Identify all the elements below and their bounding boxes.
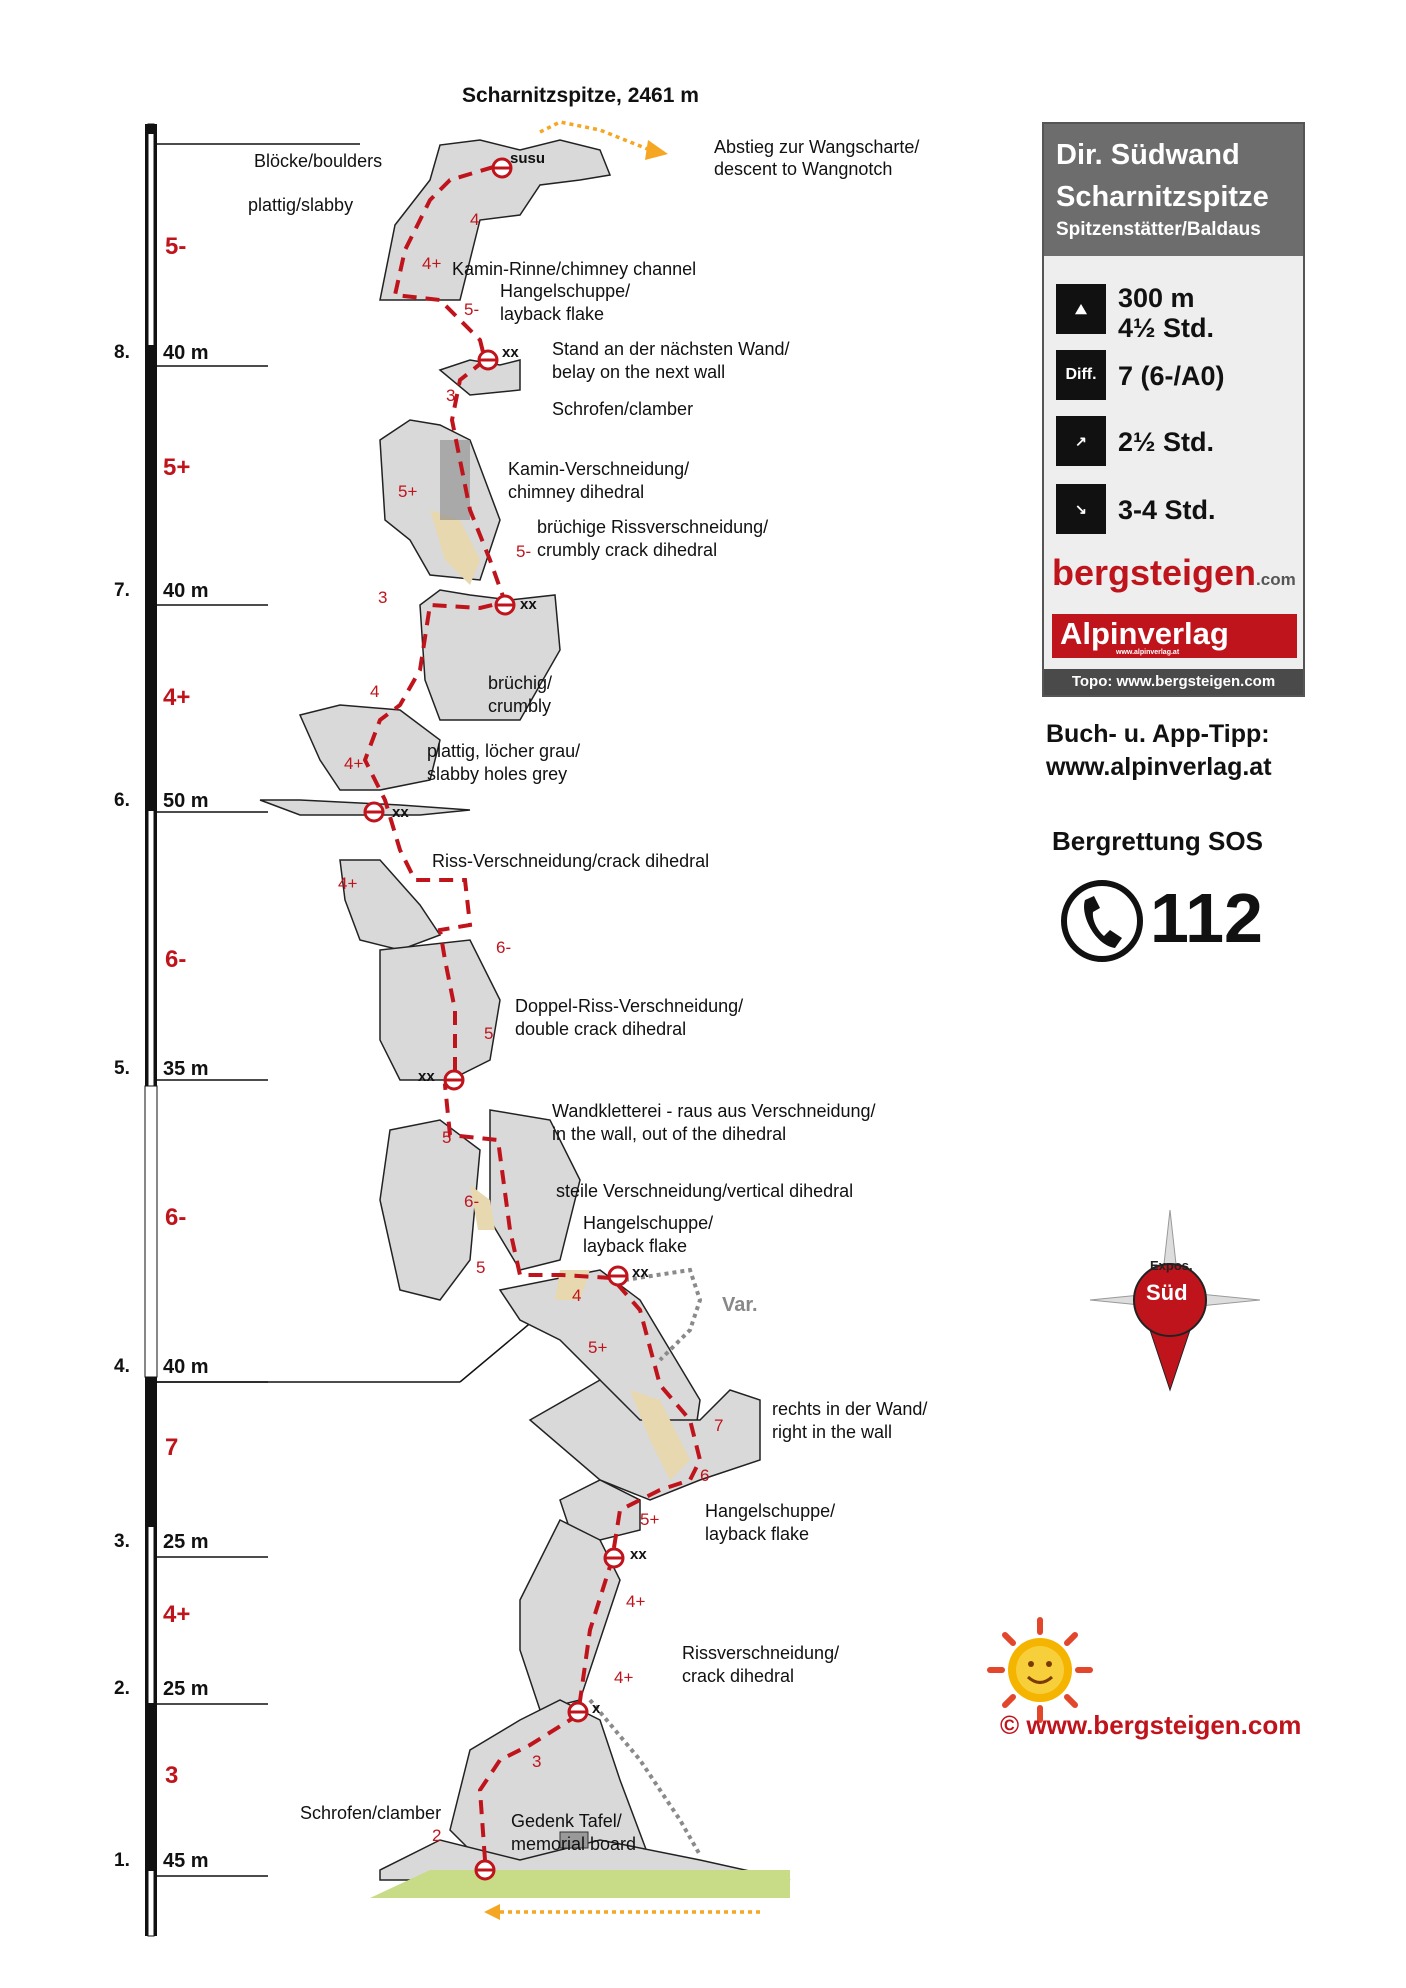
exposition-direction: Süd [1146,1280,1188,1305]
grade-g4-p4: 4 [572,1286,582,1305]
book-tip-url[interactable]: www.alpinverlag.at [1046,753,1272,781]
alpinverlag-logo [1052,614,1297,658]
pitch-7-number: 7. [114,580,130,601]
note-kaminrinne: Kamin-Rinne/chimney channel [452,259,697,279]
note-rechts-en: right in the wall [772,1422,893,1442]
pitch-7-grade: 5+ [163,454,191,481]
grade-g5p-p7: 5+ [398,482,418,501]
note-wandkletterei-de: Wandkletterei - raus aus Verschneidung/ [552,1101,876,1121]
alpinverlag-url: www.alpinverlag.at [1116,649,1180,656]
stat-height [1056,283,1296,343]
peak-name: Scharnitzspitze [1056,181,1269,213]
route-height: 300 m [1118,283,1195,313]
grade-g3-p8: 3 [446,386,456,405]
pitch-8-length: 40 m [163,342,209,364]
pitch-6-length: 50 m [163,790,209,812]
descent-arrow-head-bottom [484,1904,500,1920]
grade-g6m-p4: 6- [464,1192,480,1211]
bergsteigen-logo-suffix: .com [1256,570,1296,589]
phone-icon [1064,883,1140,959]
belay-xx-5: xx [418,1068,435,1085]
note-gedenk-en: memorial board [511,1834,637,1854]
grade-g4p-p6: 4+ [344,754,364,773]
grade-g3-p1: 3 [532,1752,542,1771]
pitch-1-number: 1. [114,1850,130,1871]
note-steile: steile Verschneidung/vertical dihedral [556,1181,854,1201]
note-bruechig-en: crumbly [488,696,552,716]
grade-g7-p3: 7 [714,1416,724,1435]
bergsteigen-logo [1052,552,1296,594]
grade-g6-p3: 6 [700,1466,710,1485]
sos-number: 112 [1150,879,1263,957]
descent-arrow-head-top [645,140,668,160]
summit-title: Scharnitzspitze, 2461 m [462,84,699,107]
grade-g4-p6: 4 [370,682,380,701]
note-wandkletterei-en: in the wall, out of the dihedral [552,1124,787,1144]
exposition-label: Expos. [1150,1258,1193,1273]
belay-xx-8: xx [502,344,519,361]
note-kaminversch-en: chimney dihedral [508,482,645,502]
grade-g6m-p5: 6- [496,938,512,957]
first-ascent: Spitzenstätter/Baldaus [1056,219,1261,240]
difficulty-icon: Diff. [1056,350,1106,400]
pitch-3-grade: 7 [165,1434,179,1461]
note-hangel3-en: layback flake [705,1524,810,1544]
grade-g5-p5: 5 [484,1024,494,1043]
grade-g5-p4b: 5 [476,1258,486,1277]
grade-g4p-p5: 4+ [338,874,358,893]
grade-g4p-p2: 4+ [626,1592,646,1611]
note-bruechigriss-en: crumbly crack dihedral [537,540,718,560]
note-bruechigriss-de: brüchige Rissverschneidung/ [537,517,769,537]
grass-base [370,1870,790,1898]
hiker-down-icon: ↘ [1056,484,1106,534]
pitch-6-grade: 4+ [163,684,191,711]
alpinverlag-logo-text: Alpinverlag [1060,616,1229,651]
note-rissversch2-de: Rissverschneidung/ [682,1643,840,1663]
stat-difficulty [1056,350,1296,400]
topo-source: Topo: www.bergsteigen.com [1044,669,1303,695]
note-plattloecher-de: plattig, löcher grau/ [427,741,581,761]
pitch-1-grade: 3 [165,1762,179,1789]
sun-logo-icon [990,1620,1090,1720]
grade-g3-p6: 3 [378,588,388,607]
pitch-6-number: 6. [114,790,130,811]
pitch-4-number: 4. [114,1356,130,1377]
note-rissversch: Riss-Verschneidung/crack dihedral [432,851,710,871]
note-rissversch2-en: crack dihedral [682,1666,795,1686]
note-gedenk-de: Gedenk Tafel/ [511,1811,622,1831]
belay-xx-3: xx [630,1546,647,1563]
note-plattloecher-en: slabby holes grey [427,764,568,784]
pitch-8-number: 8. [114,342,130,363]
belay-x-2: x [592,1700,601,1717]
grade-g5m-p7: 5- [516,542,532,561]
sos-title: Bergrettung SOS [1052,826,1263,856]
note-doppelriss-de: Doppel-Riss-Verschneidung/ [515,996,744,1016]
belay-xx-4: xx [632,1264,649,1281]
pitch-4-length: 40 m [163,1356,209,1378]
route-name: Dir. Südwand [1056,139,1240,171]
note-schrofen2: Schrofen/clamber [300,1803,442,1823]
grade-g4p-p2b: 4+ [614,1668,634,1687]
pitch-3-number: 3. [114,1531,130,1552]
chimney-shading [440,440,470,520]
pitch-4-grade: 6- [165,1204,187,1231]
note-stand-de: Stand an der nächsten Wand/ [552,339,790,359]
route-time: 4½ Std. [1118,313,1215,343]
pitch-1-length: 45 m [163,1850,209,1872]
belay-susu: susu [510,150,546,167]
pitch-5-number: 5. [114,1058,130,1079]
grade-g5p-p3b: 5+ [640,1510,660,1529]
belay-xx-6: xx [392,804,409,821]
pitch-3-length: 25 m [163,1531,209,1553]
climber-icon: ⛰ [1056,284,1106,334]
approach-time: 2½ Std. [1118,427,1215,457]
book-tip-title: Buch- u. App-Tipp: [1046,720,1270,748]
pitch-2-number: 2. [114,1678,130,1699]
note-stand-en: belay on the next wall [552,362,726,382]
note-hangel2-en: layback flake [583,1236,688,1256]
stat-descent [1056,484,1296,534]
pitch-5-grade: 6- [165,946,187,973]
descent-time: 3-4 Std. [1118,495,1216,525]
grade-g2-p1: 2 [432,1826,442,1845]
note-schrofen1: Schrofen/clamber [552,399,694,419]
info-header [1044,124,1303,256]
grade-g4p-top: 4+ [422,254,442,273]
note-rechts-de: rechts in der Wand/ [772,1399,928,1419]
note-plattig: plattig/slabby [248,195,354,215]
pitch-7-length: 40 m [163,580,209,602]
pitch-5-length: 35 m [163,1058,209,1080]
descent-label: Abstieg zur Wangscharte/ descent to Wangnotch [714,137,920,179]
pitch-2-length: 25 m [163,1678,209,1700]
note-hangel2-de: Hangelschuppe/ [583,1213,714,1233]
grade-g5p-p3: 5+ [588,1338,608,1357]
grade-g5m-top: 5- [464,300,480,319]
note-hangel1-en: layback flake [500,304,605,324]
grade-g4-top: 4 [470,210,480,229]
note-var: Var. [722,1294,758,1316]
note-doppelriss-en: double crack dihedral [515,1019,687,1039]
pitch-8-grade: 5- [165,233,187,260]
stat-approach [1056,416,1296,466]
note-bruechig-de: brüchig/ [488,673,553,693]
difficulty-value: 7 (6-/A0) [1118,361,1225,391]
note-hangel3-de: Hangelschuppe/ [705,1501,836,1521]
belay-xx-7: xx [520,596,537,613]
hiker-up-icon: ↗ [1056,416,1106,466]
bergsteigen-logo-text: bergsteigen [1052,552,1257,593]
note-bloecke: Blöcke/boulders [254,151,383,171]
copyright[interactable]: © www.bergsteigen.com [1000,1710,1302,1740]
route-info-box [1042,122,1305,697]
note-hangel1-de: Hangelschuppe/ [500,281,631,301]
note-kaminversch-de: Kamin-Verschneidung/ [508,459,690,479]
pitch-2-grade: 4+ [163,1601,191,1628]
grade-g5-p4a: 5 [442,1128,452,1147]
